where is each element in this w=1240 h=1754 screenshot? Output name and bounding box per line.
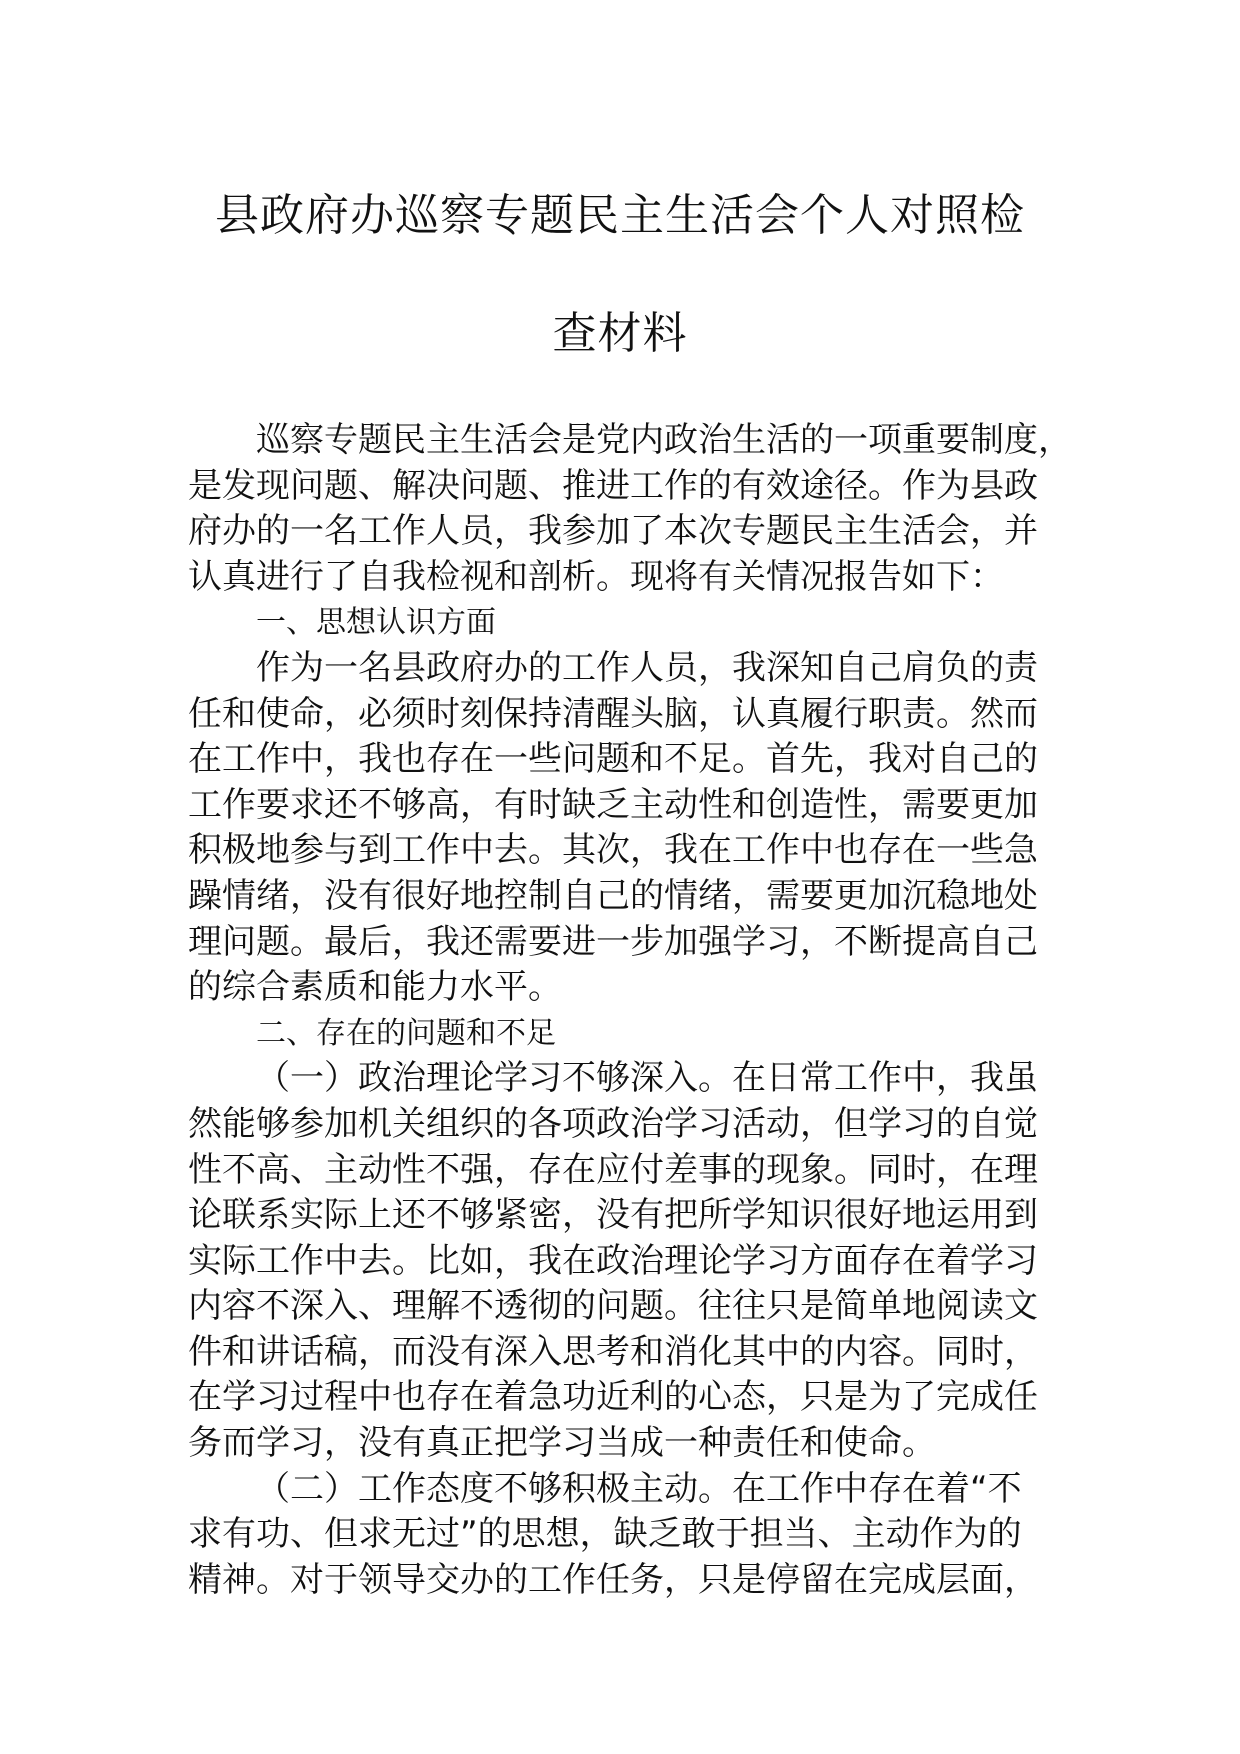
document-body (188, 418, 1072, 1603)
paragraph-line: 巡察专题民主生活会是党内政治生活的一项重要制度， (256, 420, 1072, 460)
paragraph-line: 件和讲话稿，而没有深入思考和消化其中的内容。同时， (188, 1331, 1038, 1372)
paragraph-line: 性不高、主动性不强，存在应付差事的现象。同时，在理 (188, 1149, 1038, 1190)
paragraph-line: 务而学习，没有真正把学习当成一种责任和使命。 (188, 1423, 936, 1464)
paragraph-line: 作为一名县政府办的工作人员，我深知自己肩负的责 (256, 647, 1038, 688)
paragraph-line: 在工作中，我也存在一些问题和不足。首先，我对自己的 (188, 739, 1038, 780)
paragraph-line: 求有功、但求无过”的思想，缺乏敢于担当、主动作为的 (188, 1514, 1022, 1555)
paragraph-line: 的综合素质和能力水平。 (188, 967, 562, 1008)
document-title-line-1: 县政府办巡察专题民主生活会个人对照检 (215, 190, 1025, 241)
section-heading: 二、存在的问题和不足 (256, 1015, 556, 1051)
document-title-line-2: 查材料 (552, 308, 688, 359)
paragraph-line: 任和使命，必须时刻保持清醒头脑，认真履行职责。然而 (188, 693, 1038, 734)
paragraph-line: 论联系实际上还不够紧密，没有把所学知识很好地运用到 (188, 1195, 1038, 1236)
paragraph-line: 积极地参与到工作中去。其次，我在工作中也存在一些急 (188, 830, 1038, 871)
paragraph-line: 躁情绪，没有很好地控制自己的情绪，需要更加沉稳地处 (188, 875, 1038, 916)
paragraph-line: 府办的一名工作人员，我参加了本次专题民主生活会，并 (188, 511, 1038, 552)
paragraph-line: 认真进行了自我检视和剖析。现将有关情况报告如下： (188, 556, 1004, 597)
paragraph-line: （一）政治理论学习不够深入。在日常工作中，我虽 (256, 1058, 1038, 1099)
paragraph-line: 实际工作中去。比如，我在政治理论学习方面存在着学习 (188, 1240, 1038, 1281)
section-heading: 一、思想认识方面 (256, 605, 496, 641)
paragraph-line: （二）工作态度不够积极主动。在工作中存在着“不 (256, 1468, 1022, 1509)
paragraph-line: 精神。对于领导交办的工作任务，只是停留在完成层面， (188, 1559, 1038, 1600)
paragraph-line: 是发现问题、解决问题、推进工作的有效途径。作为县政 (188, 465, 1038, 506)
paragraph-line: 内容不深入、理解不透彻的问题。往往只是简单地阅读文 (188, 1286, 1038, 1327)
paragraph-line: 然能够参加机关组织的各项政治学习活动，但学习的自觉 (188, 1103, 1038, 1144)
paragraph-line: 在学习过程中也存在着急功近利的心态，只是为了完成任 (188, 1377, 1038, 1418)
paragraph-line: 理问题。最后，我还需要进一步加强学习，不断提高自己 (188, 921, 1038, 962)
paragraph-line: 工作要求还不够高，有时缺乏主动性和创造性，需要更加 (188, 784, 1038, 825)
